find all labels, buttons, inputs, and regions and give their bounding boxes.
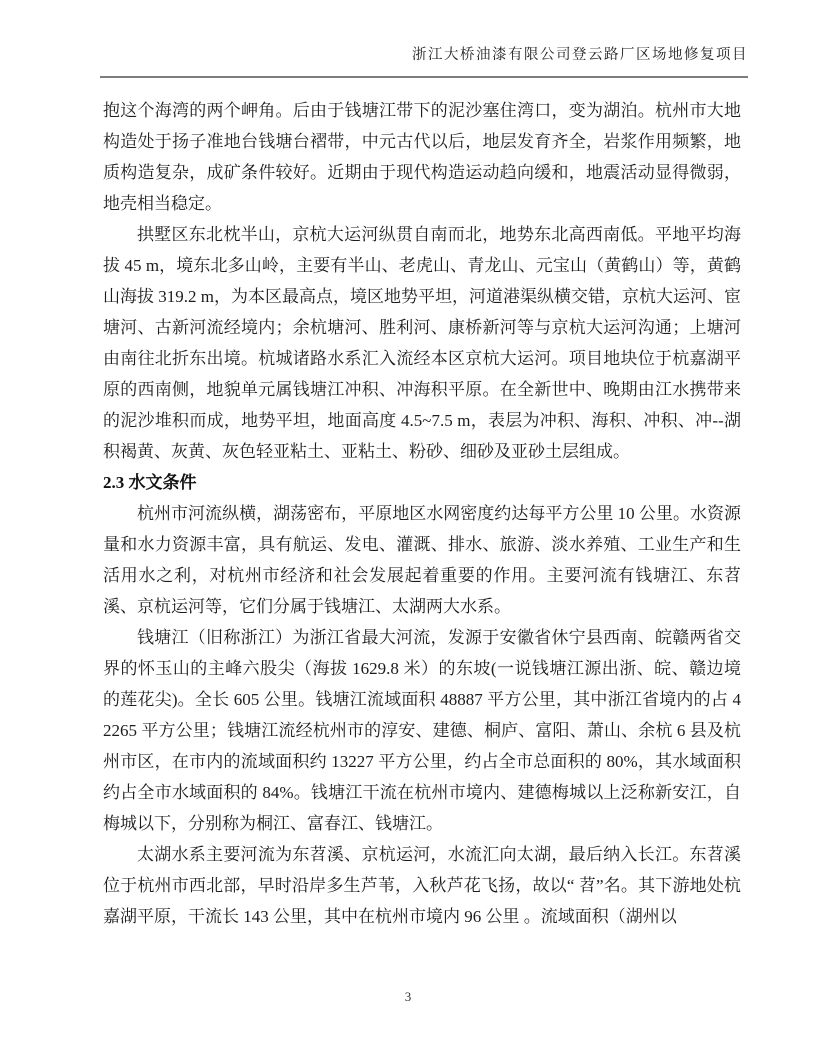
page-header [100, 44, 748, 78]
paragraph-taihu-system: 太湖水系主要河流为东苕溪、京杭运河，水流汇向太湖，最后纳入长江。东苕溪位于杭州市西北部，早时沿岸多生芦苇，入秋芦花飞扬，故以“ 苕”名。其下游地处杭嘉湖平原，干流长 143 公里，其中在杭州市境内 96 公里 。流域面积（湖州以 [103, 845, 741, 926]
paragraph-hangzhou-rivers: 杭州市河流纵横，湖荡密布，平原地区水网密度约达每平方公里 10 公里。水资源量和水力资源丰富，具有航运、发电、灌溉、排水、旅游、淡水养殖、工业生产和生活用水之利，对杭州市经济和社会发展起着重要的作用。主要河流有钱塘江、东苕溪、京杭运河等，它们分属于钱塘江、太湖两大水系。 [103, 504, 741, 616]
page-footer [0, 988, 816, 1006]
section-heading-hydrology: 2.3 水文条件 [103, 473, 197, 492]
page-number: 3 [404, 989, 412, 1004]
header-rule [100, 76, 748, 78]
paragraph-geology-continuation: 抱这个海湾的两个岬角。后由于钱塘江带下的泥沙塞住湾口，变为湖泊。杭州市大地构造处于扬子准地台钱塘台褶带，中元古代以后，地层发育齐全，岩浆作用频繁，地质构造复杂，成矿条件较好。近期由于现代构造运动趋向缓和，地震活动显得微弱，地壳相当稳定。 [103, 101, 741, 213]
header-title: 浙江大桥油漆有限公司登云路厂区场地修复项目 [412, 47, 748, 63]
paragraph-gongshu-district: 拱墅区东北枕半山，京杭大运河纵贯自南而北，地势东北高西南低。平地平均海拔 45 m，境东北多山岭，主要有半山、老虎山、青龙山、元宝山（黄鹤山）等，黄鹤山海拔 319.2 m，为本区最高点，境区地势平坦，河道港渠纵横交错，京杭大运河、宦塘河、古新河流经境内；余杭塘河、胜利河、康桥新河等与京杭大运河沟通；上塘河由南往北折东出境。杭城诸路水系汇入流经本区京杭大运河。项目地块位于杭嘉湖平原的西南侧，地貌单元属钱塘江冲积、冲海积平原。在全新世中、晚期由江水携带来的泥沙堆积而成，地势平坦，地面高度 4.5~7.5 m，表层为冲积、海积、冲积、冲--湖积褐黄、灰黄、灰色轻亚粘土、亚粘土、粉砂、细砂及亚砂土层组成。 [103, 225, 741, 461]
paragraph-qiantang-river: 钱塘江（旧称浙江）为浙江省最大河流，发源于安徽省休宁县西南、皖赣两省交界的怀玉山的主峰六股尖（海拔 1629.8 米）的东坡(一说钱塘江源出浙、皖、赣边境的莲花尖)。全长 605 公里。钱塘江流域面积 48887 平方公里，其中浙江省境内的占 42265 平方公里；钱塘江流经杭州市的淳安、建德、桐庐、富阳、萧山、余杭 6 县及杭州市区，在市内的流域面积约 13227 平方公里，约占全市总面积的 80%，其水域面积约占全市水域面积的 84%。钱塘江干流在杭州市境内、建德梅城以上泛称新安江，自梅城以下，分别称为桐江、富春江、钱塘江。 [103, 628, 741, 833]
document-body [103, 95, 741, 932]
